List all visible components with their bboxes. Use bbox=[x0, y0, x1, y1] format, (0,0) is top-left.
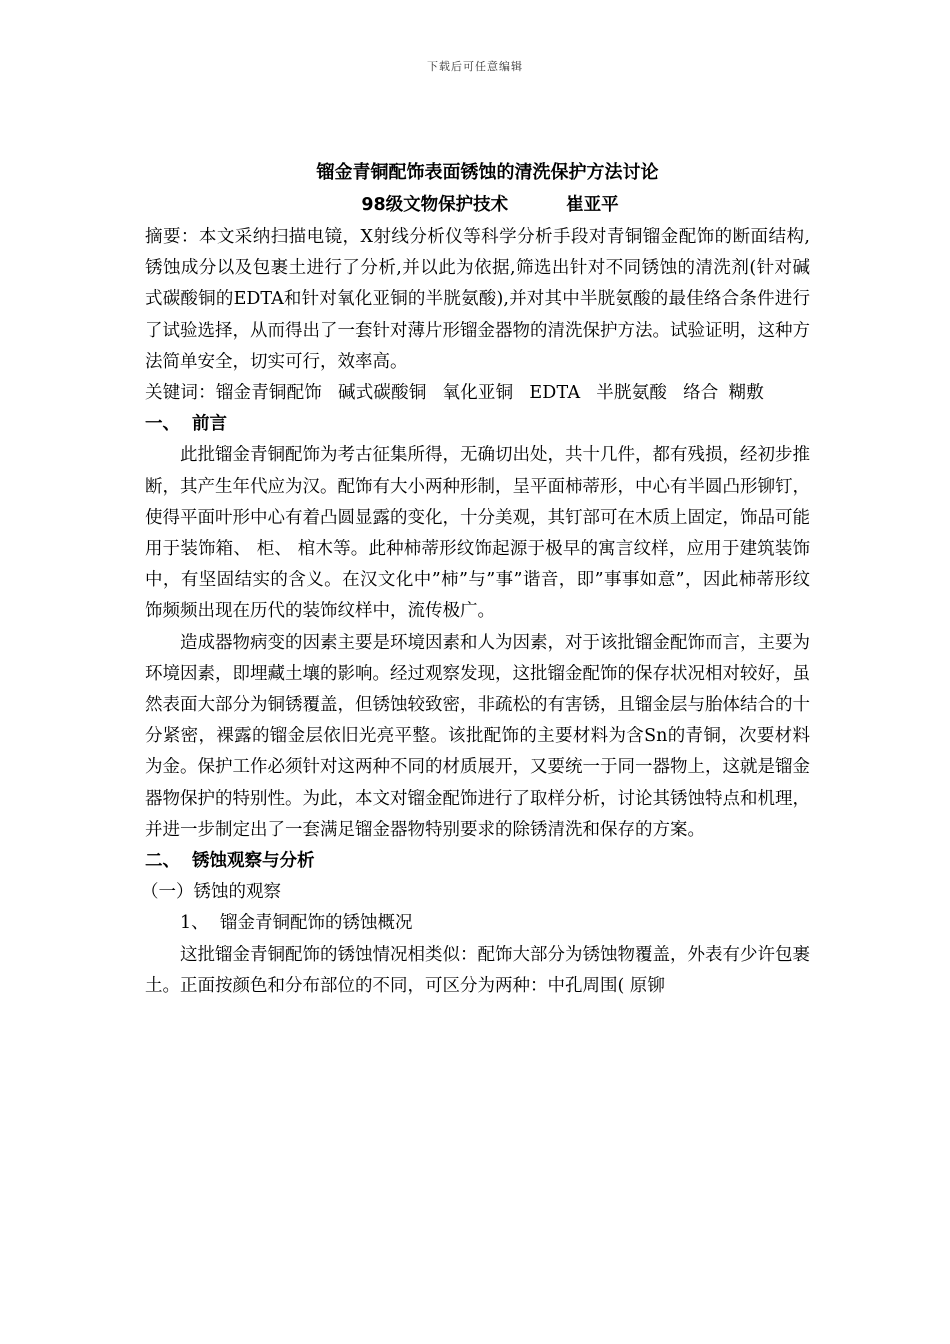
section-number: 二、 bbox=[145, 851, 180, 872]
preface-paragraph-2: 造成器物病变的因素主要是环境因素和人为因素，对于该批镏金配饰而言，主要为环境因素，即埋藏土壤的影响。经过观察发现，这批镏金配饰的保存状况相对较好，虽然表面大部分为铜锈覆盖，但锈蚀较致密，非疏松的有害锈，且镏金层与胎体结合的十分紧密，裸露的镏金层依旧光亮平整。该批配饰的主要材料为含Sn的青铜，次要材料为金。保护工作必须针对这两种不同的材质展开，又要统一于同一器物上，这就是镏金器物保护的特别性。为此，本文对镏金配饰进行了取样分析，讨论其锈蚀特点和机理，并进一步制定出了一套满足镏金器物特别要求的除锈清洗和保存的方案。 bbox=[145, 632, 810, 840]
keyword-item: 镏金青铜配饰 bbox=[215, 383, 323, 404]
keyword-item: EDTA bbox=[529, 383, 581, 404]
keyword-item: 半胱氨酸 bbox=[596, 383, 668, 404]
abstract-paragraph: 摘要：本文采纳扫描电镜，X射线分析仪等科学分析手段对青铜镏金配饰的断面结构,锈蚀成分以及包裹土进行了分析,并以此为依据,筛选出针对不同锈蚀的清洗剂(针对碱式碳酸铜的EDTA和针对氧化亚铜的半胱氨酸),并对其中半胱氨酸的最佳络合条件进行了试验选择，从而得出了一套针对薄片形镏金器物的清洗保护方法。试验证明，这种方法简单安全，切实可行，效率高。 bbox=[145, 227, 810, 372]
document-subtitle bbox=[145, 188, 810, 222]
item-number: 1、 bbox=[180, 913, 209, 934]
section-heading-preface bbox=[145, 409, 810, 440]
author-name: 崔亚平 bbox=[566, 195, 619, 215]
sub-subsection-heading bbox=[145, 908, 810, 939]
section-title: 锈蚀观察与分析 bbox=[192, 851, 315, 872]
section-number: 一、 bbox=[145, 414, 180, 435]
header-note: 下载后可任意编辑 bbox=[427, 60, 523, 73]
subsection-heading: （一）锈蚀的观察 bbox=[141, 882, 281, 903]
preface-paragraph-1: 此批镏金青铜配饰为考古征集所得，无确切出处，共十几件，都有残损，经初步推断，其产生年代应为汉。配饰有大小两种形制，呈平面柿蒂形，中心有半圆凸形铆钉，使得平面叶形中心有着凸圆显露的变化，十分美观，其钉部可在木质上固定，饰品可能用于装饰箱、 柜、 棺木等。此种柿蒂形纹饰起源于极早的寓言纹样，应用于建筑装饰中，有坚固结实的含义。在汉文化中”柿”与”事”谐音，即”事事如意”，因此柿蒂形纹饰频频出现在历代的装饰纹样中，流传极广。 bbox=[145, 445, 810, 622]
section-heading-corrosion bbox=[145, 846, 810, 877]
class-label: 98级文物保护技术 bbox=[361, 195, 509, 215]
keyword-item: 糊敷 bbox=[728, 383, 764, 404]
corrosion-overview-paragraph: 这批镏金青铜配饰的锈蚀情况相类似：配饰大部分为锈蚀物覆盖，外表有少许包裹土。正面按颜色和分布部位的不同，可区分为两种：中孔周围( 原铆 bbox=[145, 944, 810, 996]
keyword-item: 络合 bbox=[683, 383, 719, 404]
document-body bbox=[141, 158, 810, 1002]
keywords-line bbox=[145, 378, 810, 409]
keyword-item: 氧化亚铜 bbox=[442, 383, 514, 404]
keywords-label: 关键词： bbox=[145, 383, 216, 404]
document-title: 镏金青铜配饰表面锈蚀的清洗保护方法讨论 bbox=[316, 162, 659, 183]
keyword-item: 碱式碳酸铜 bbox=[338, 383, 427, 404]
section-title: 前言 bbox=[192, 414, 227, 435]
item-title: 镏金青铜配饰的锈蚀概况 bbox=[220, 913, 413, 934]
